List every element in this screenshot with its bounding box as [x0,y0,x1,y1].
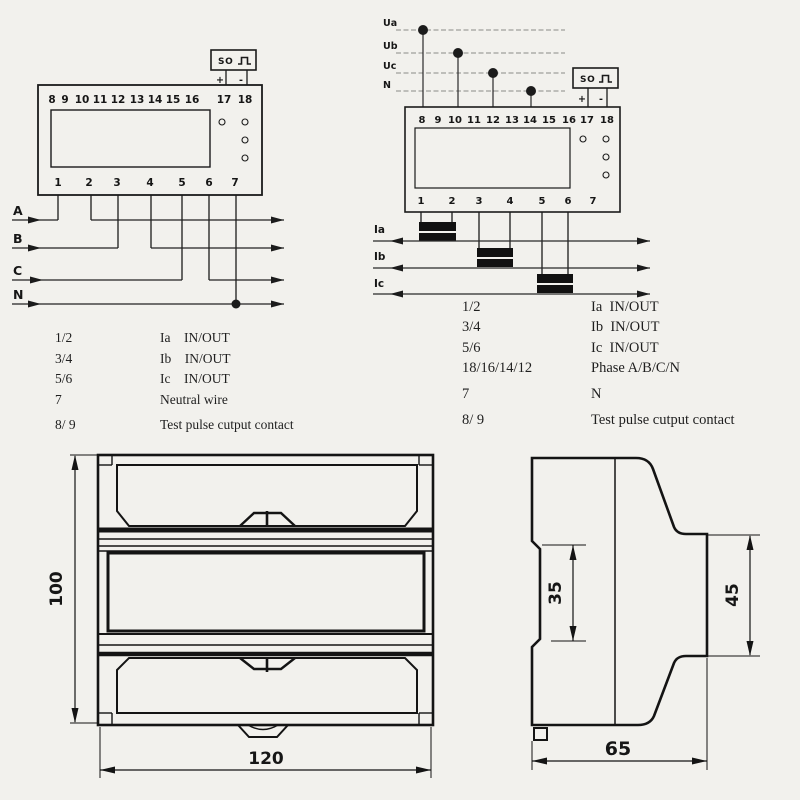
ct-core [537,285,573,293]
legend-terminals: 5/6 [55,371,73,386]
current-transformer-lines [373,222,650,298]
terminal-number: 1 [417,196,425,207]
legend-desc: Ia IN/OUT [160,330,230,345]
voltage-label: Uc [383,61,397,72]
legend-desc: Ib IN/OUT [591,319,660,336]
so-label: SO [580,75,596,85]
terminal-number: 4 [146,177,154,189]
dim-arrow [100,767,115,774]
legend-row [462,338,792,358]
phase-label: C [13,263,23,278]
junction-dot [488,68,498,78]
terminal-number: 11 [467,115,481,126]
mounting-foot [534,728,547,740]
flow-arrow [271,277,284,284]
legend-row [55,390,355,411]
dim-arrow [747,641,754,656]
dim-arrow [570,545,577,560]
so-pulse-box [573,68,618,107]
flow-arrow [28,245,41,252]
legend-row [55,349,355,370]
legend-desc: Test pulse cutput contact [160,417,294,432]
dimension-width [100,727,431,778]
flow-arrow [271,301,284,308]
phase-lines [12,203,284,309]
legend-row [462,297,792,317]
terminal-number: 18 [237,94,253,106]
terminal-number: 17 [216,94,232,106]
terminal-number: 5 [538,196,546,207]
terminal-number: 18 [600,115,614,126]
legend-desc: Ib IN/OUT [160,350,231,366]
dimension-rail [542,545,586,641]
current-label: Ia [374,224,385,236]
junction-dot [232,300,241,309]
ct-core [537,274,573,283]
terminal-number: 13 [505,115,519,126]
terminal-number: 15 [165,94,181,106]
terminal-number: 17 [580,115,594,126]
terminal-number: 6 [564,196,572,207]
terminal-numbers-bottom [418,196,597,207]
led-indicator [242,137,248,143]
din-clip-tab [238,725,288,737]
terminal-number: 11 [92,94,108,106]
terminal-legend-ct [462,297,792,431]
led-indicator [603,172,609,178]
dim-arrow [570,626,577,641]
dimension-height [47,455,98,723]
terminal-number: 12 [486,115,500,126]
ct-core [477,259,513,267]
ct-core [477,248,513,257]
terminal-number: 14 [147,94,163,106]
junction-dot [526,86,536,96]
dim-label-depth: 65 [604,738,632,760]
flow-arrow [28,217,41,224]
dim-label-rail: 35 [546,581,566,605]
legend-terminals: 7 [462,386,470,403]
legend-terminals: 5/6 [462,339,481,356]
led-indicator [219,119,225,125]
legend-terminals: 8/ 9 [462,412,485,429]
terminal-numbers-top [419,115,614,126]
terminal-number: 12 [110,94,126,106]
dim-arrow [747,535,754,550]
terminal-number: 6 [205,177,213,189]
display-window [51,110,210,167]
legend-desc: Ic IN/OUT [591,339,659,356]
dim-arrow [72,708,79,723]
wiring-diagram-direct [0,0,340,330]
terminal-numbers-bottom [54,177,238,189]
terminal-number: 7 [589,196,597,207]
junction-dot [418,25,428,35]
plus-label: + [216,75,224,86]
terminal-number: 16 [184,94,200,106]
led-indicator [603,154,609,160]
terminal-number: 16 [562,115,576,126]
legend-terminals: 8/ 9 [55,417,76,432]
terminal-number: 8 [48,94,56,106]
voltage-label: N [383,80,391,91]
voltage-label: Ub [383,41,398,52]
dim-label-block: 45 [723,583,743,607]
phase-label: N [13,287,24,302]
dim-label-width: 120 [248,749,284,769]
phase-label: A [13,203,23,218]
dimension-depth [532,658,707,770]
minus-label: - [599,94,603,105]
legend-terminals: 7 [55,391,62,407]
legend-row [462,384,792,404]
terminal-wires [58,195,236,304]
terminal-number: 1 [54,177,62,189]
terminal-number: 3 [475,196,483,207]
legend-row [55,369,355,390]
dim-arrow [72,455,79,470]
plus-label: + [578,94,586,105]
legend-desc: Phase A/B/C/N [591,359,681,376]
minus-label: - [239,75,243,86]
front-display-band [108,553,424,631]
ct-core [419,233,456,241]
terminal-number: 4 [506,196,514,207]
flow-arrow [390,291,403,298]
pulse-icon [599,76,612,83]
legend-row [462,358,792,378]
flow-arrow [28,301,41,308]
terminal-legend-direct [55,328,355,436]
flow-arrow [271,217,284,224]
terminal-number: 14 [523,115,537,126]
flow-arrow [390,265,403,272]
legend-desc: Ic IN/OUT [160,371,230,386]
legend-row [55,328,355,349]
legend-desc: Ia IN/OUT [591,299,659,315]
terminal-number: 10 [74,94,90,106]
terminal-number: 2 [448,196,456,207]
display-window [415,128,570,188]
so-label: SO [218,57,234,67]
flow-arrow [271,245,284,252]
dimension-block [707,535,760,656]
flow-arrow [390,238,403,245]
voltage-lines [383,18,565,107]
dim-arrow [532,758,547,765]
legend-row [55,415,355,436]
terminal-number: 2 [85,177,93,189]
terminal-number: 5 [178,177,186,189]
led-indicator [242,119,248,125]
terminal-number: 13 [129,94,145,106]
terminal-numbers-top [48,94,252,106]
dim-arrow [416,767,431,774]
dimension-drawing-side [480,440,800,800]
legend-row [462,317,792,337]
dimension-drawing-front [40,440,470,800]
terminal-number: 9 [434,115,442,126]
ct-core [419,222,456,231]
led-indicator [580,136,586,142]
legend-row [462,410,792,430]
legend-terminals: 18/16/14/12 [462,359,533,376]
terminal-number: 15 [542,115,556,126]
voltage-label: Ua [383,18,398,29]
legend-desc: N [591,386,602,403]
so-pulse-box [211,50,256,86]
flow-arrow [30,277,43,284]
legend-terminals: 3/4 [55,350,73,366]
legend-desc: Neutral wire [160,391,228,407]
dim-label-height: 100 [47,571,67,607]
current-label: Ic [374,278,385,290]
led-indicator [603,136,609,142]
led-indicator [242,155,248,161]
wiring-diagram-ct [360,0,660,310]
terminal-number: 10 [448,115,462,126]
phase-label: B [13,231,23,246]
legend-terminals: 3/4 [462,319,481,336]
current-label: Ib [374,251,386,263]
pulse-icon [238,58,251,65]
legend-desc: Test pulse cutput contact [591,412,735,429]
legend-terminals: 1/2 [462,299,481,315]
dim-arrow [692,758,707,765]
legend-terminals: 1/2 [55,330,73,345]
terminal-number: 9 [61,94,69,106]
junction-dot [453,48,463,58]
flow-arrow [637,238,650,245]
terminal-number: 7 [231,177,239,189]
enclosure-front-outline [98,455,433,737]
terminal-number: 3 [113,177,121,189]
terminal-number: 8 [418,115,426,126]
flow-arrow [637,265,650,272]
